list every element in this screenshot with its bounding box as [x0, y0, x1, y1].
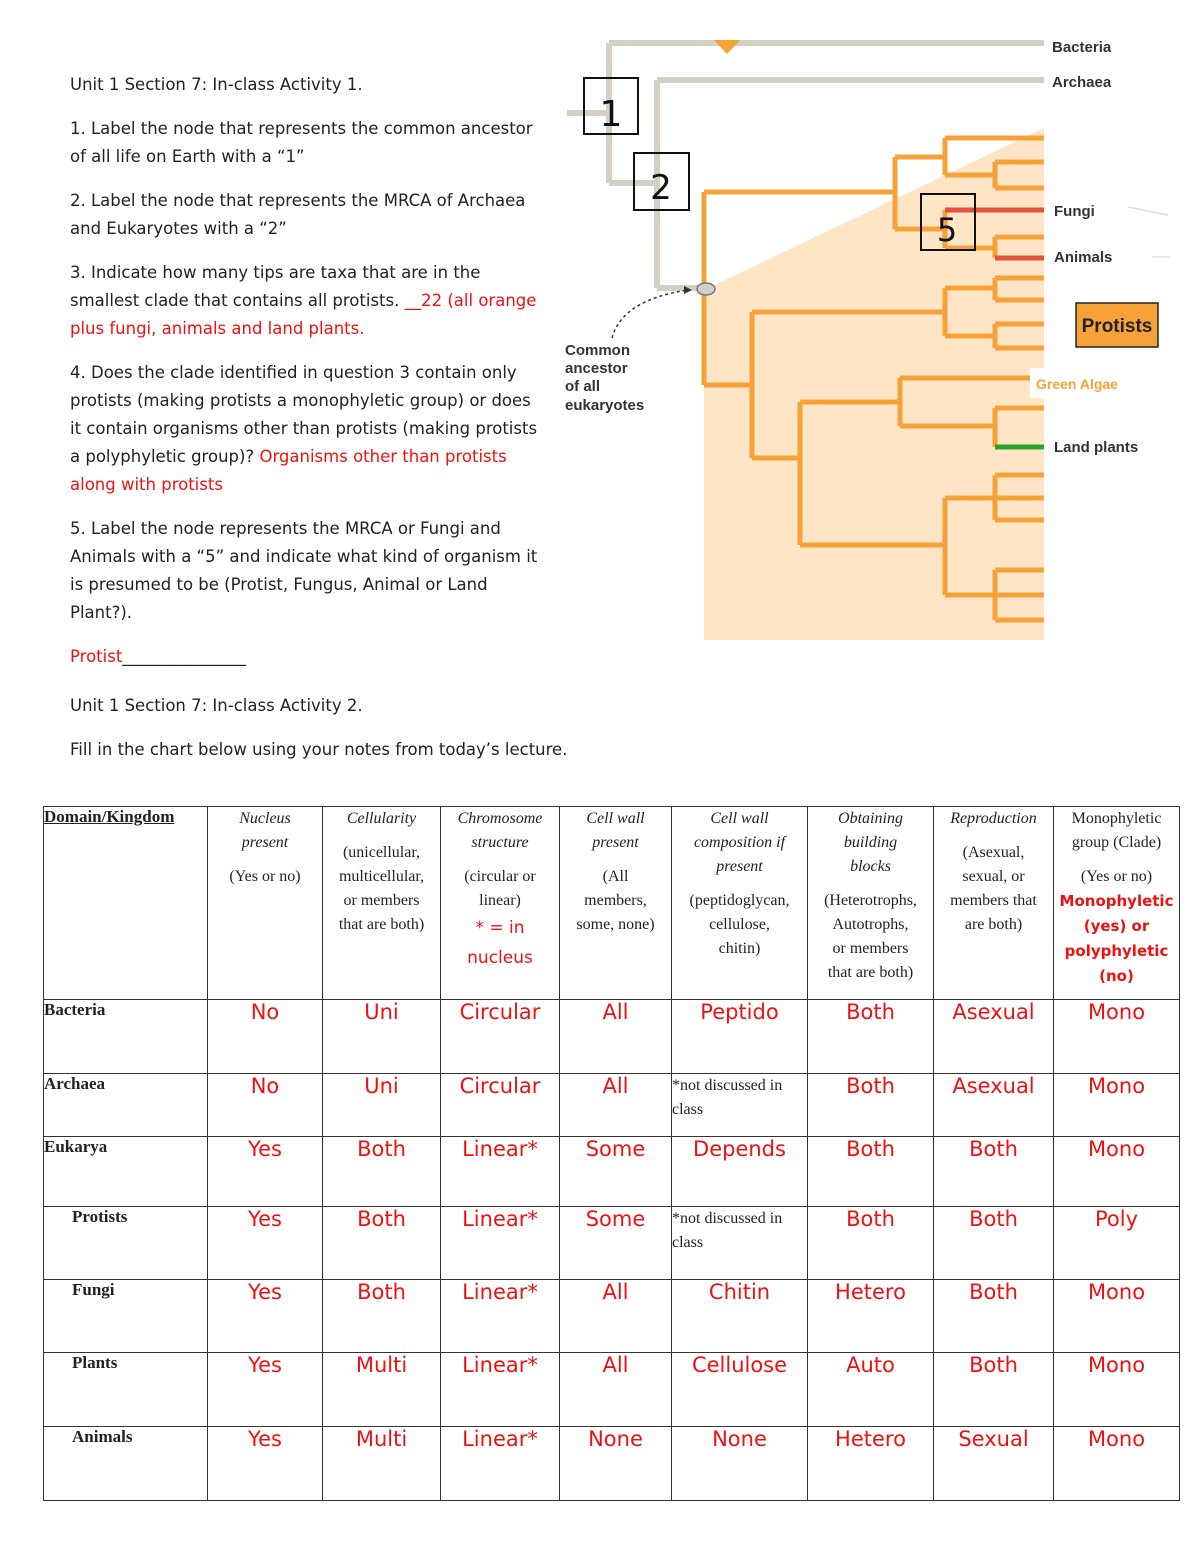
arrow-marker [714, 40, 740, 54]
activity-2-title: Unit 1 Section 7: In-class Activity 2. [70, 696, 363, 715]
hdr-red-text: (yes) or [1083, 917, 1150, 935]
table-cell: Chitin [672, 1280, 808, 1353]
table-cell: Multi [323, 1427, 441, 1501]
header-row [44, 807, 1180, 1000]
table-cell: Both [808, 1137, 934, 1207]
row-label: Protists [44, 1207, 208, 1280]
header-cell-wall-composition [672, 807, 808, 1000]
hdr-text: blocks [850, 858, 891, 875]
hdr-text: (Yes or no) [1080, 868, 1153, 885]
table-cell: Linear* [441, 1353, 560, 1427]
hdr-red-text: (no) [1099, 967, 1134, 985]
question-2: 2. Label the node that represents the MRCA of Archaea and Eukaryotes with a “2” [70, 191, 526, 238]
common-ancestor-line-1: Common [565, 342, 630, 359]
fungi-faint-arrow [1128, 207, 1168, 215]
hdr-text: Chromosome [457, 810, 543, 827]
hdr-text: or members [343, 892, 420, 909]
hdr-text: members, [584, 892, 647, 909]
domain-kingdom-table [43, 806, 1180, 1501]
phylogenetic-tree [560, 30, 1200, 650]
table-cell: Yes [208, 1137, 323, 1207]
table-cell: Asexual [934, 1074, 1054, 1137]
hdr-text: that are both) [338, 916, 425, 933]
hdr-text: multicellular, [338, 868, 425, 885]
row-label: Animals [44, 1427, 208, 1501]
table-cell: Sexual [934, 1427, 1054, 1501]
table-cell: Mono [1054, 1427, 1180, 1501]
header-building-blocks [808, 807, 934, 1000]
hdr-text: (Yes or no) [229, 868, 301, 885]
hdr-text: sexual, or [962, 868, 1025, 885]
hdr-text: some, none) [576, 916, 655, 933]
row-label: Plants [44, 1353, 208, 1427]
question-4 [70, 359, 540, 499]
common-ancestor-node [697, 283, 715, 295]
table-cell: Some [560, 1207, 672, 1280]
label-fungi: Fungi [1054, 203, 1095, 220]
table-cell: Linear* [441, 1207, 560, 1280]
activity-1-text [70, 71, 540, 671]
label-green-algae: Green Algae [1036, 376, 1118, 392]
label-archaea: Archaea [1052, 74, 1112, 91]
header-reproduction [934, 807, 1054, 1000]
activity-2-text [70, 692, 670, 764]
table-cell: Yes [208, 1280, 323, 1353]
hdr-text: linear) [479, 892, 521, 909]
table-cell: Both [934, 1353, 1054, 1427]
common-ancestor-line-2: ancestor [565, 360, 628, 377]
table-cell: Hetero [808, 1427, 934, 1501]
hdr-red-text: polyphyletic [1064, 942, 1169, 960]
table-cell: Both [323, 1207, 441, 1280]
table-cell: Yes [208, 1353, 323, 1427]
node-5-label: 5 [936, 211, 958, 249]
table-cell: Peptido [672, 1000, 808, 1074]
row-label: Archaea [44, 1074, 208, 1137]
table-cell: Asexual [934, 1000, 1054, 1074]
table-cell: Both [934, 1137, 1054, 1207]
hdr-text: (Asexual, [962, 844, 1025, 861]
activity-1-title: Unit 1 Section 7: In-class Activity 1. [70, 75, 363, 94]
hdr-text: (unicellular, [342, 844, 421, 861]
hdr-text: (circular or [464, 868, 536, 885]
label-animals: Animals [1054, 249, 1113, 266]
table-cell: Circular [441, 1074, 560, 1137]
hdr-text: or members [832, 940, 909, 957]
question-5-blank: _______________ [122, 647, 247, 666]
hdr-red-text: Monophyletic [1059, 892, 1174, 910]
question-1: 1. Label the node that represents the common ancestor of all life on Earth with a “1” [70, 119, 533, 166]
header-cellularity [323, 807, 441, 1000]
node-1-label: 1 [599, 94, 623, 135]
table-cell: No [208, 1074, 323, 1137]
table-cell: None [672, 1427, 808, 1501]
question-5-answer: Protist [70, 647, 123, 666]
table-cell: Both [323, 1137, 441, 1207]
hdr-text: cellulose, [709, 916, 770, 933]
table-cell: All [560, 1353, 672, 1427]
header-nucleus [208, 807, 323, 1000]
hdr-text: Cell wall [710, 810, 769, 827]
node-2-label: 2 [650, 168, 672, 208]
hdr-text: members that [950, 892, 1037, 909]
table-cell: Yes [208, 1207, 323, 1280]
table-cell: Linear* [441, 1280, 560, 1353]
hdr-red-text: nucleus [467, 948, 533, 968]
header-cell-wall-present [560, 807, 672, 1000]
question-3 [70, 259, 540, 343]
table-cell: Both [808, 1207, 934, 1280]
row-label: Fungi [44, 1280, 208, 1353]
table-cell: Auto [808, 1353, 934, 1427]
table-row [44, 1353, 1180, 1427]
activity-2-instruction: Fill in the chart below using your notes from today’s lecture. [70, 740, 568, 759]
table-row [44, 1280, 1180, 1353]
question-5-answer-line [70, 643, 540, 671]
table-cell: Multi [323, 1353, 441, 1427]
table-row [44, 1207, 1180, 1280]
table-cell-note: *not discussed in class [672, 1207, 808, 1280]
table-cell: Both [323, 1280, 441, 1353]
table-cell: Yes [208, 1427, 323, 1501]
table-cell: All [560, 1280, 672, 1353]
question-4-answer: Organisms other than protists along with protists [70, 447, 507, 494]
table-cell: Linear* [441, 1427, 560, 1501]
header-domain-kingdom: Domain/Kingdom [44, 807, 208, 1000]
hdr-text: composition if [693, 834, 786, 851]
table-row [44, 1000, 1180, 1074]
table-cell: None [560, 1427, 672, 1501]
table-cell: Poly [1054, 1207, 1180, 1280]
table-cell: Both [934, 1207, 1054, 1280]
table-cell: Depends [672, 1137, 808, 1207]
table-cell: Mono [1054, 1353, 1180, 1427]
hdr-text: Nucleus [239, 810, 291, 827]
table-cell: Uni [323, 1000, 441, 1074]
row-label: Eukarya [44, 1137, 208, 1207]
hdr-text: that are both) [827, 964, 914, 981]
hdr-text: (peptidoglycan, [689, 892, 790, 909]
table-cell: Hetero [808, 1280, 934, 1353]
table-cell: Uni [323, 1074, 441, 1137]
table-cell: Cellulose [672, 1353, 808, 1427]
label-land-plants: Land plants [1054, 439, 1139, 456]
table-cell: Mono [1054, 1137, 1180, 1207]
question-5: 5. Label the node represents the MRCA or Fungi and Animals with a “5” and indicate what kind of organism it is presumed to be (Protist, Fungus, Animal or Land Plant?). [70, 519, 538, 622]
eukaryote-clade-shading [704, 128, 1044, 640]
hdr-text: building [843, 834, 898, 851]
table-cell-note: *not discussed in class [672, 1074, 808, 1137]
hdr-text: present [241, 834, 289, 851]
table-cell: Some [560, 1137, 672, 1207]
row-label: Bacteria [44, 1000, 208, 1074]
hdr-text: are both) [964, 916, 1023, 933]
table-cell: Both [808, 1000, 934, 1074]
hdr-text: Cell wall [586, 810, 645, 827]
hdr-text: Monophyletic [1071, 810, 1162, 827]
question-4-text: 4. Does the clade identified in question 3 contain only protists (making protists a monophyletic group) or does it contain organisms other than protists (making protists a polyphyletic group)? [70, 363, 538, 466]
question-3-answer: __22 (all orange plus fungi, animals and land plants. [70, 291, 537, 338]
hdr-text: present [716, 858, 763, 875]
header-chromosome [441, 807, 560, 1000]
table-cell: No [208, 1000, 323, 1074]
label-protists: Protists [1081, 316, 1153, 337]
label-bacteria: Bacteria [1052, 39, 1112, 56]
question-3-text: 3. Indicate how many tips are taxa that are in the smallest clade that contains all protists. [70, 263, 481, 310]
table-cell: All [560, 1074, 672, 1137]
table-row [44, 1427, 1180, 1501]
table-cell: Both [808, 1074, 934, 1137]
table-cell: Mono [1054, 1074, 1180, 1137]
common-ancestor-line-3: of all [565, 378, 601, 395]
hdr-text: Autotrophs, [832, 916, 909, 933]
table-cell: Circular [441, 1000, 560, 1074]
table-body [44, 1000, 1180, 1501]
hdr-text: (Heterotrophs, [824, 892, 917, 909]
hdr-text: Cellularity [346, 810, 417, 827]
dotted-pointer [612, 290, 688, 338]
hdr-red-text: * = in [475, 918, 525, 938]
common-ancestor-label [565, 342, 644, 414]
hdr-text: chitin) [718, 940, 761, 957]
table-cell: Both [934, 1280, 1054, 1353]
table-row [44, 1074, 1180, 1137]
hdr-text: structure [471, 834, 529, 851]
hdr-text: group (Clade) [1071, 834, 1162, 851]
header-monophyletic [1054, 807, 1180, 1000]
hdr-text: present [592, 834, 639, 851]
table-row [44, 1137, 1180, 1207]
common-ancestor-line-4: eukaryotes [565, 397, 645, 414]
hdr-text: Obtaining [838, 810, 903, 827]
hdr-text: (All [602, 868, 629, 885]
hdr-text: Reproduction [950, 810, 1037, 827]
table-cell: All [560, 1000, 672, 1074]
table-cell: Mono [1054, 1000, 1180, 1074]
table-cell: Mono [1054, 1280, 1180, 1353]
table-cell: Linear* [441, 1137, 560, 1207]
